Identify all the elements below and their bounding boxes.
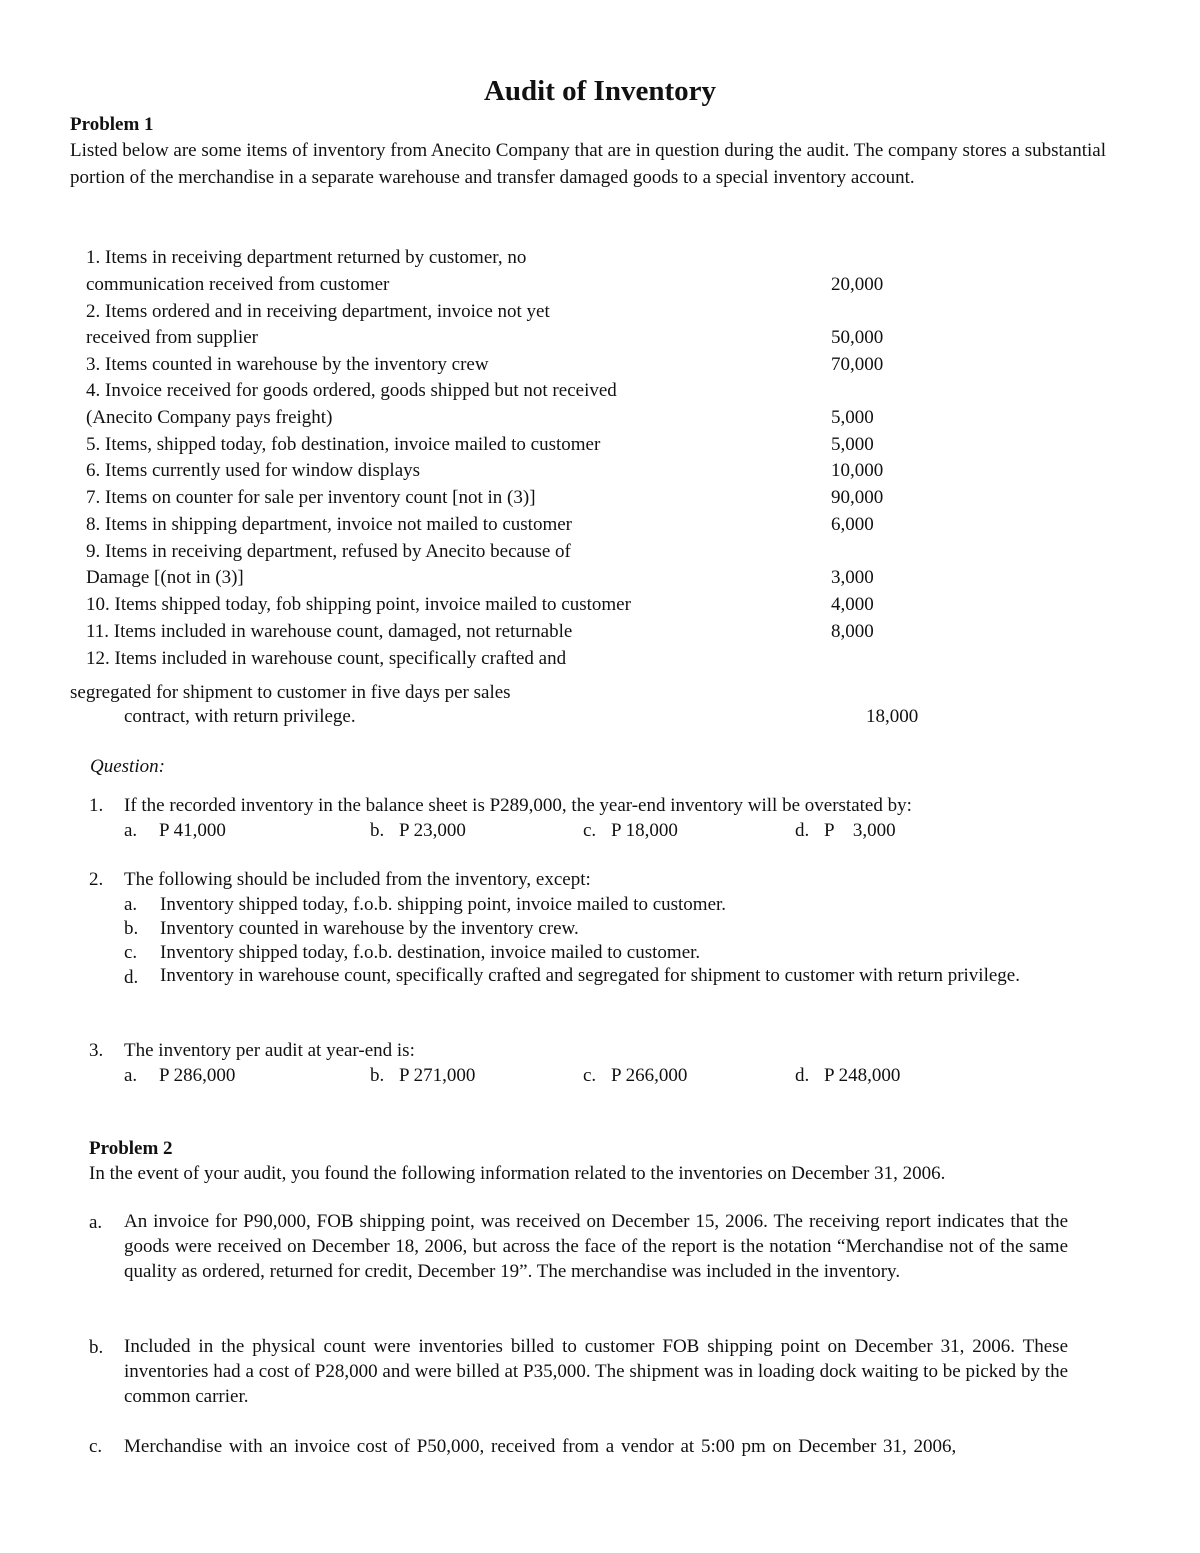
item-5-amount: 5,000 xyxy=(831,434,874,455)
item-9-amount: 3,000 xyxy=(831,567,874,588)
choice-text: Inventory shipped today, f.o.b. destination, invoice mailed to customer. xyxy=(160,942,701,963)
item-text: An invoice for P90,000, FOB shipping point, was received on December 15, 2006. The receiving report indicates that the goods were received on December 18, 2006, but across the face of the report is the notation “Merchandise not of the same quality as ordered, returned for credit, December 19”. The merchandise was included in the inventory. xyxy=(124,1211,1068,1282)
item-11-line1: 11. Items included in warehouse count, damaged, not returnable xyxy=(86,621,573,642)
item-9-line2: Damage [(not in (3)] xyxy=(86,567,244,588)
item-1-amount: 20,000 xyxy=(831,274,884,295)
item-9-line1: 9. Items in receiving department, refused by Anecito because of xyxy=(86,541,571,562)
item-3-line1: 3. Items counted in warehouse by the inventory crew xyxy=(86,354,489,375)
choice-letter: b. xyxy=(370,1065,385,1086)
choice-text: P 286,000 xyxy=(159,1065,236,1086)
choice-letter: c. xyxy=(583,820,597,841)
problem2-heading: Problem 2 xyxy=(89,1138,173,1159)
item-1-line2: communication received from customer xyxy=(86,274,390,295)
problem1-intro: Listed below are some items of inventory from Anecito Company that are in question during the audit. The company stores a substantial portion of the merchandise in a separate warehouse and transfer damaged goods to a special inventory account. xyxy=(70,140,1106,188)
problem1-heading: Problem 1 xyxy=(70,114,154,135)
item-12-line3: contract, with return privilege. xyxy=(124,706,356,727)
question-text: If the recorded inventory in the balance sheet is P289,000, the year-end inventory will be overstated by: xyxy=(124,795,912,816)
choice-text: P 271,000 xyxy=(399,1065,476,1086)
item-7-amount: 90,000 xyxy=(831,487,884,508)
item-7-line1: 7. Items on counter for sale per inventory count [not in (3)] xyxy=(86,487,536,508)
item-11-amount: 8,000 xyxy=(831,621,874,642)
item-letter: b. xyxy=(89,1337,104,1358)
item-letter: a. xyxy=(89,1212,103,1233)
item-6-line1: 6. Items currently used for window displays xyxy=(86,460,421,481)
item-2-line2: received from supplier xyxy=(86,327,258,348)
item-8-amount: 6,000 xyxy=(831,514,874,535)
item-6-amount: 10,000 xyxy=(831,460,884,481)
answer-choices-row xyxy=(124,817,1024,842)
choice-text: P 23,000 xyxy=(399,820,466,841)
item-12-amount: 18,000 xyxy=(866,706,919,727)
item-text: Included in the physical count were inventories billed to customer FOB shipping point on December 31, 2006. These inventories had a cost of P28,000 and were billed at P35,000. The shipment was in loading dock waiting to be picked by the common carrier. xyxy=(124,1336,1068,1407)
choice-letter: d. xyxy=(124,967,139,988)
item-4-amount: 5,000 xyxy=(831,407,874,428)
item-5-line1: 5. Items, shipped today, fob destination, invoice mailed to customer xyxy=(86,434,601,455)
choice-text: Inventory in warehouse count, specifically crafted and segregated for shipment to customer with return privilege. xyxy=(160,965,1020,986)
choice-text: Inventory shipped today, f.o.b. shipping point, invoice mailed to customer. xyxy=(160,894,727,915)
question-number: 1. xyxy=(89,795,104,816)
choice-letter: d. xyxy=(795,820,810,841)
choice-letter: b. xyxy=(124,918,139,939)
choice-text: P 3,000 xyxy=(824,820,896,841)
item-10-amount: 4,000 xyxy=(831,594,874,615)
choice-letter: b. xyxy=(370,820,385,841)
item-text: Merchandise with an invoice cost of P50,000, received from a vendor at 5:00 pm on December 31, 2006, xyxy=(124,1436,957,1457)
choice-text: P 41,000 xyxy=(159,820,226,841)
choice-letter: a. xyxy=(124,1065,138,1086)
choice-letter: c. xyxy=(583,1065,597,1086)
choice-letter: c. xyxy=(124,942,138,963)
item-12-line2: segregated for shipment to customer in five days per sales xyxy=(70,682,511,703)
question-text: The inventory per audit at year-end is: xyxy=(124,1040,415,1061)
choice-letter: d. xyxy=(795,1065,810,1086)
question-label: Question: xyxy=(90,756,165,777)
item-8-line1: 8. Items in shipping department, invoice not mailed to customer xyxy=(86,514,572,535)
question-text: The following should be included from the inventory, except: xyxy=(124,869,591,890)
choice-text: P 266,000 xyxy=(611,1065,688,1086)
choice-letter: a. xyxy=(124,894,138,915)
choice-text: P 248,000 xyxy=(824,1065,901,1086)
choice-letter: a. xyxy=(124,820,138,841)
item-4-line1: 4. Invoice received for goods ordered, goods shipped but not received xyxy=(86,380,617,401)
item-letter: c. xyxy=(89,1436,103,1457)
problem2-intro: In the event of your audit, you found the following information related to the inventories on December 31, 2006. xyxy=(89,1163,946,1184)
question-number: 3. xyxy=(89,1040,104,1061)
question-number: 2. xyxy=(89,869,104,890)
choice-text: Inventory counted in warehouse by the inventory crew. xyxy=(160,918,579,939)
item-10-line1: 10. Items shipped today, fob shipping point, invoice mailed to customer xyxy=(86,594,631,615)
page-title: Audit of Inventory xyxy=(483,75,716,107)
item-12-line1: 12. Items included in warehouse count, specifically crafted and xyxy=(86,648,567,669)
item-2-amount: 50,000 xyxy=(831,327,884,348)
item-2-line1: 2. Items ordered and in receiving department, invoice not yet xyxy=(86,301,550,322)
answer-choices-row xyxy=(124,1062,1024,1087)
choice-text: P 18,000 xyxy=(611,820,678,841)
item-3-amount: 70,000 xyxy=(831,354,884,375)
item-1-line1: 1. Items in receiving department returned by customer, no xyxy=(86,247,527,268)
item-4-line2: (Anecito Company pays freight) xyxy=(86,407,333,428)
